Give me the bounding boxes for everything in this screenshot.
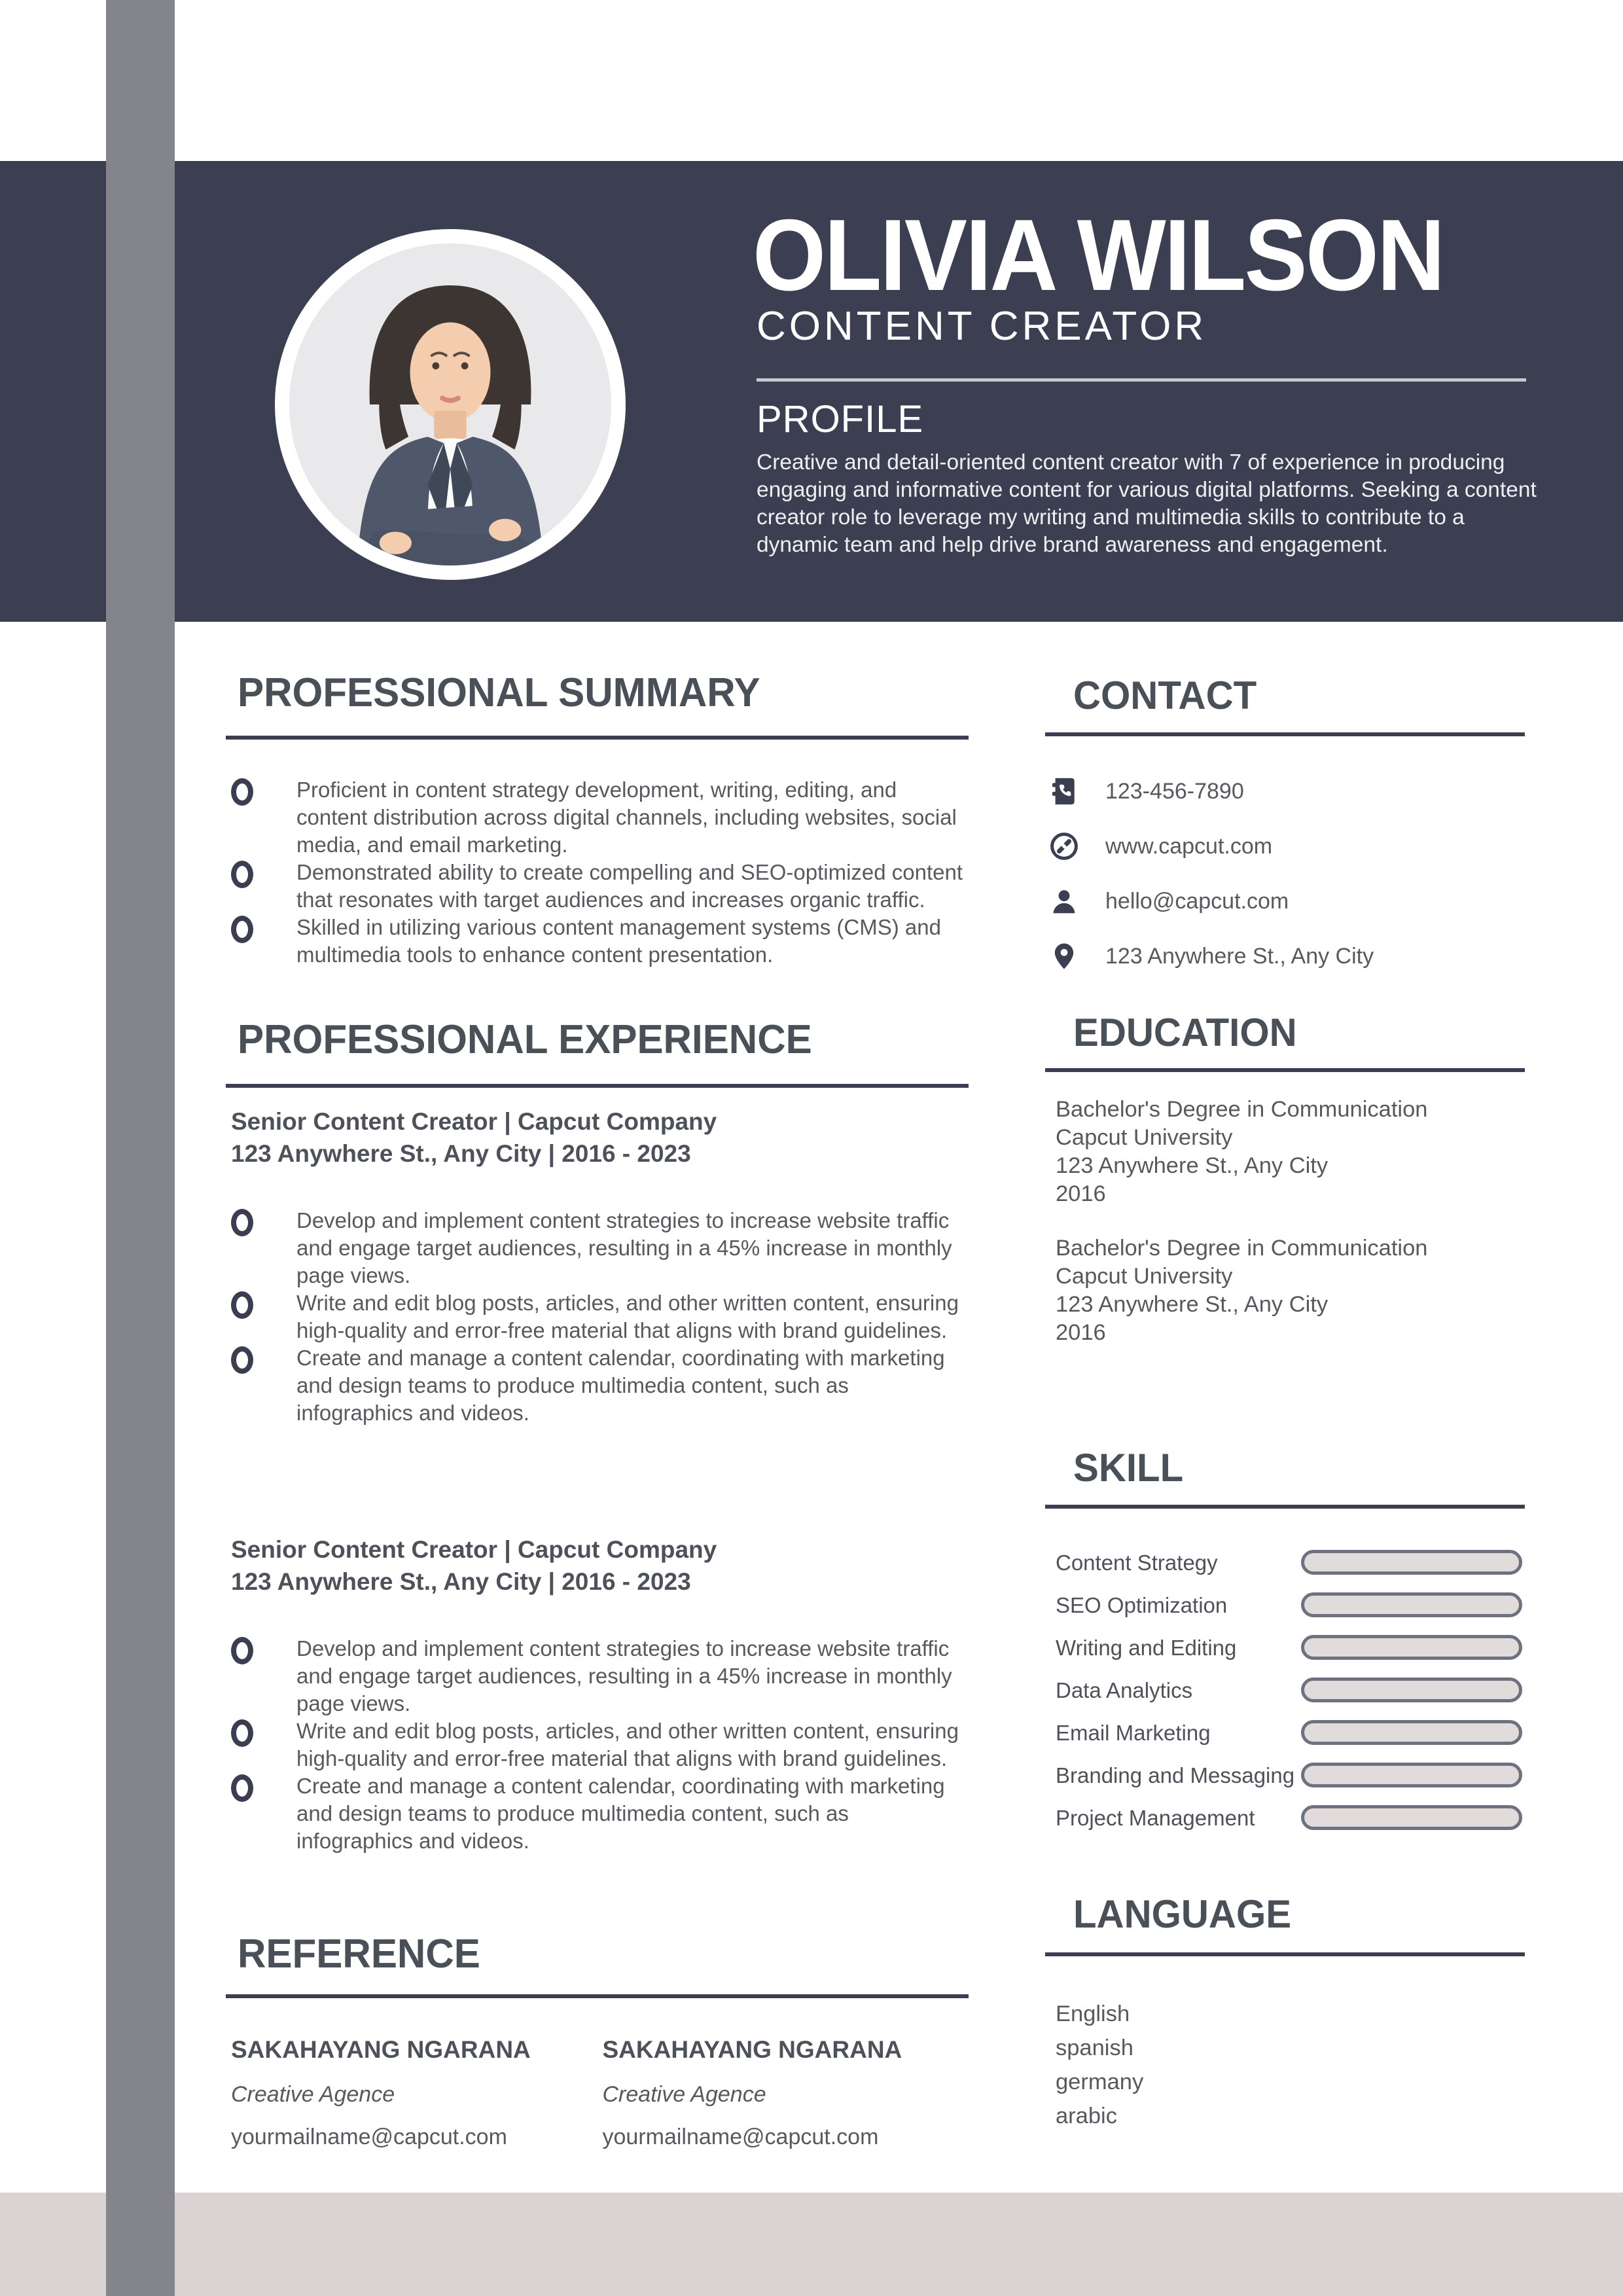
language-heading: LANGUAGE	[1073, 1892, 1292, 1936]
skill-bar	[1301, 1592, 1522, 1617]
skill-label: Branding and Messaging	[1056, 1763, 1295, 1787]
skill-row	[1045, 1762, 1525, 1788]
hand	[380, 531, 412, 554]
skill-heading: SKILL	[1073, 1446, 1184, 1490]
reference-heading: REFERENCE	[238, 1931, 480, 1977]
pin-icon	[1049, 941, 1079, 971]
footer-band	[0, 2193, 1623, 2296]
skill-row	[1045, 1549, 1525, 1575]
skill-bar	[1301, 1550, 1522, 1575]
profile-photo	[275, 229, 626, 580]
skill-row	[1045, 1592, 1525, 1618]
bullet-circle-icon	[231, 1637, 253, 1664]
skill-label: Writing and Editing	[1056, 1635, 1237, 1660]
language-item: arabic	[1056, 2104, 1117, 2128]
education-school: Capcut University	[1056, 1125, 1233, 1150]
bullet-circle-icon	[231, 1291, 253, 1319]
job-title: Senior Content Creator | Capcut Company	[231, 1108, 717, 1135]
header-divider	[757, 378, 1526, 382]
skill-bar	[1301, 1635, 1522, 1660]
summary-heading: PROFESSIONAL SUMMARY	[238, 670, 760, 715]
phone-icon	[1049, 776, 1079, 806]
experience-divider	[226, 1084, 969, 1088]
skill-divider	[1045, 1505, 1525, 1509]
bullet-circle-icon	[231, 1719, 253, 1747]
reference-card	[226, 2036, 597, 2150]
contact-row-website	[1045, 819, 1525, 874]
contact-divider	[1045, 732, 1525, 736]
language-divider	[1045, 1952, 1525, 1956]
person-icon	[1049, 886, 1079, 916]
bullet-circle-icon	[231, 1209, 253, 1236]
section-education	[1045, 1013, 1525, 1373]
summary-bullet: Demonstrated ability to create compelling and SEO-optimized content that resonates with target audiences and increases organic traffic.	[226, 859, 969, 914]
address-text: 123 Anywhere St., Any City	[1105, 944, 1374, 969]
job-meta: 123 Anywhere St., Any City | 2016 - 2023	[231, 1568, 691, 1595]
section-skill	[1045, 1448, 1525, 1847]
skill-bar	[1301, 1805, 1522, 1830]
experience-heading: PROFESSIONAL EXPERIENCE	[238, 1017, 812, 1062]
skill-row	[1045, 1804, 1525, 1831]
skill-bar	[1301, 1763, 1522, 1787]
face	[410, 323, 491, 423]
education-entry	[1056, 1096, 1525, 1208]
bullet-circle-icon	[231, 916, 253, 943]
profile-summary-text: Creative and detail-oriented content creator with 7 of experience in producing engaging and informative content for various digital platforms. Seeking a content creator role to leverage my writing and multimedia skills to contribute to a dynamic team and help drive brand awareness and engagement.	[757, 450, 1537, 557]
phone-number: 123-456-7890	[1105, 779, 1244, 804]
summary-bullet: Proficient in content strategy development, writing, editing, and content distribution across digital channels, including websites, social media, and email marketing.	[226, 776, 969, 859]
job-bullet: Develop and implement content strategies to increase website traffic and engage target audiences, resulting in a 45% increase in monthly page views.	[226, 1207, 969, 1289]
contact-row-phone	[1045, 764, 1525, 819]
contact-heading: CONTACT	[1073, 673, 1257, 717]
reference-name: SAKAHAYANG NGARANA	[602, 2036, 902, 2063]
reference-divider	[226, 1994, 969, 1998]
job-bullet: Write and edit blog posts, articles, and other written content, ensuring high-quality and error-free material that aligns with brand guidelines.	[226, 1717, 969, 1772]
website-link[interactable]: www.capcut.com	[1105, 834, 1273, 859]
section-reference	[226, 1931, 969, 2150]
profile-heading: PROFILE	[757, 398, 924, 440]
section-language	[1045, 1892, 1525, 2133]
email-link[interactable]: hello@capcut.com	[1105, 889, 1289, 914]
job-bullet: Create and manage a content calendar, coordinating with marketing and design teams to produce multimedia content, such as infographics and videos.	[226, 1772, 969, 1855]
vertical-accent-bar	[106, 0, 175, 2296]
person-role: CONTENT CREATOR	[757, 304, 1207, 349]
person-portrait-illustration	[289, 243, 611, 565]
language-item: germany	[1056, 2070, 1144, 2094]
section-contact	[1045, 673, 1525, 984]
language-item: English	[1056, 2001, 1130, 2026]
bullet-circle-icon	[231, 778, 253, 806]
skill-row	[1045, 1634, 1525, 1660]
lips	[442, 398, 459, 401]
education-degree: Bachelor's Degree in Communication	[1056, 1236, 1428, 1261]
contact-row-address	[1045, 929, 1525, 984]
reference-role: Creative Agence	[602, 2082, 766, 2107]
reference-card	[597, 2036, 969, 2150]
hand	[489, 519, 521, 541]
contact-row-email	[1045, 874, 1525, 929]
education-heading: EDUCATION	[1073, 1011, 1297, 1054]
skill-label: SEO Optimization	[1056, 1592, 1228, 1617]
summary-divider	[226, 736, 969, 740]
bullet-circle-icon	[231, 861, 253, 888]
section-professional-summary	[226, 670, 969, 969]
job-bullet: Create and manage a content calendar, coordinating with marketing and design teams to produce multimedia content, such as infographics and videos.	[226, 1344, 969, 1427]
education-address: 123 Anywhere St., Any City	[1056, 1292, 1329, 1317]
skill-label: Data Analytics	[1056, 1677, 1193, 1702]
education-divider	[1045, 1068, 1525, 1072]
bullet-circle-icon	[231, 1774, 253, 1802]
skill-bar	[1301, 1720, 1522, 1745]
skill-label: Email Marketing	[1056, 1720, 1211, 1745]
skill-label: Project Management	[1056, 1805, 1255, 1830]
reference-email[interactable]: yourmailname@capcut.com	[231, 2125, 507, 2149]
person-name: OLIVIA WILSON	[753, 198, 1444, 312]
skill-bar	[1301, 1677, 1522, 1702]
job-title: Senior Content Creator | Capcut Company	[231, 1536, 717, 1564]
summary-bullet: Skilled in utilizing various content management systems (CMS) and multimedia tools to enhance content presentation.	[226, 914, 969, 969]
education-school: Capcut University	[1056, 1264, 1233, 1289]
reference-role: Creative Agence	[231, 2082, 395, 2107]
education-entry	[1056, 1234, 1525, 1347]
education-address: 123 Anywhere St., Any City	[1056, 1153, 1329, 1178]
job-entry	[226, 1532, 969, 1855]
job-bullet: Write and edit blog posts, articles, and other written content, ensuring high-quality and error-free material that aligns with brand guidelines.	[226, 1289, 969, 1344]
section-professional-experience	[226, 1017, 969, 1855]
skill-label: Content Strategy	[1056, 1550, 1218, 1575]
job-entry	[226, 1103, 969, 1427]
skill-row	[1045, 1677, 1525, 1703]
reference-name: SAKAHAYANG NGARANA	[231, 2036, 531, 2063]
education-year: 2016	[1056, 1320, 1106, 1345]
language-item: spanish	[1056, 2036, 1133, 2060]
job-bullet: Develop and implement content strategies to increase website traffic and engage target audiences, resulting in a 45% increase in monthly page views.	[226, 1635, 969, 1717]
link-icon	[1049, 831, 1079, 861]
bullet-circle-icon	[231, 1346, 253, 1374]
job-meta: 123 Anywhere St., Any City | 2016 - 2023	[231, 1139, 691, 1167]
reference-email[interactable]: yourmailname@capcut.com	[602, 2125, 879, 2149]
education-year: 2016	[1056, 1181, 1106, 1206]
education-degree: Bachelor's Degree in Communication	[1056, 1097, 1428, 1122]
skill-row	[1045, 1719, 1525, 1746]
